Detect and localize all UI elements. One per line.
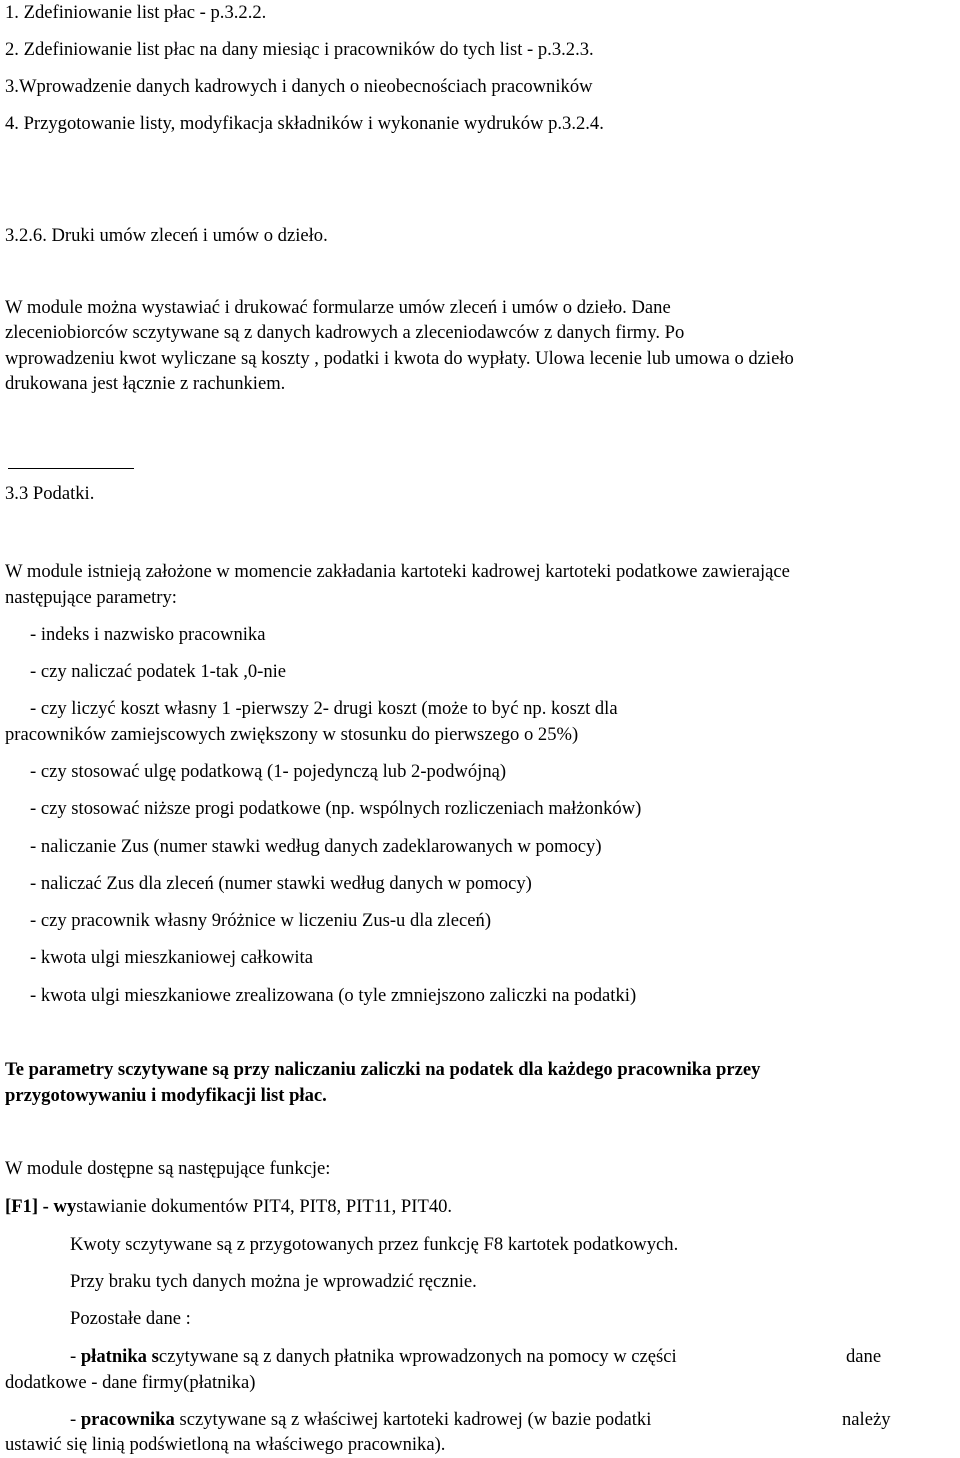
separator-line bbox=[8, 468, 134, 469]
bold-note-line: przygotowywaniu i modyfikacji list płac. bbox=[5, 1085, 327, 1106]
pracownik-line-tail: należy bbox=[842, 1409, 891, 1430]
function-f1 bbox=[5, 1196, 452, 1218]
toc-item-3: 3.Wprowadzenie danych kadrowych i danych o nieobecnościach pracowników bbox=[5, 76, 593, 97]
function-f1-key: [F1] - wy bbox=[5, 1196, 77, 1217]
f1-detail-line: Przy braku tych danych można je wprowadzić ręcznie. bbox=[70, 1271, 477, 1292]
param-item: - czy liczyć koszt własny 1 -pierwszy 2- drugi koszt (może to być np. koszt dla bbox=[30, 698, 618, 719]
section-33-intro-line: następujące parametry: bbox=[5, 587, 177, 608]
platnik-line: - płatnika sczytywane są z danych płatnika wprowadzonych na pomocy w części bbox=[70, 1346, 677, 1367]
section-326-text-line: zleceniobiorców sczytywane są z danych kadrowych a zleceniodawców z danych firmy. Po bbox=[5, 322, 685, 343]
platnik-line-continuation: dodatkowe - dane firmy(płatnika) bbox=[5, 1372, 256, 1393]
section-326-text-line: drukowana jest łącznie z rachunkiem. bbox=[5, 373, 286, 394]
functions-intro: W module dostępne są następujące funkcje: bbox=[5, 1158, 331, 1179]
section-heading-326: 3.2.6. Druki umów zleceń i umów o dzieło. bbox=[5, 225, 328, 246]
param-item: - naliczać Zus dla zleceń (numer stawki według danych w pomocy) bbox=[30, 873, 532, 894]
section-326-text-line: W module można wystawiać i drukować formularze umów zleceń i umów o dzieło. Dane bbox=[5, 297, 671, 318]
param-item: - czy stosować niższe progi podatkowe (np. wspólnych rozliczeniach małżonków) bbox=[30, 798, 642, 819]
f1-detail-line: Kwoty sczytywane są z przygotowanych przez funkcję F8 kartotek podatkowych. bbox=[70, 1234, 679, 1255]
param-item: - czy pracownik własny 9różnice w liczeniu Zus-u dla zleceń) bbox=[30, 910, 492, 931]
f1-detail-line: Pozostałe dane : bbox=[70, 1308, 191, 1329]
section-33-intro-line: W module istnieją założone w momencie zakładania kartoteki kadrowej kartoteki podatkowe zawierające bbox=[5, 561, 790, 582]
pracownik-line: - pracownika sczytywane są z właściwej kartoteki kadrowej (w bazie podatki bbox=[70, 1409, 652, 1430]
function-f1-desc: stawianie dokumentów PIT4, PIT8, PIT11, PIT40. bbox=[76, 1196, 453, 1217]
param-item-continuation: pracowników zamiejscowych zwiększony w stosunku do pierwszego o 25%) bbox=[5, 724, 579, 745]
pracownik-line-continuation: ustawić się linią podświetloną na właściwego pracownika). bbox=[5, 1434, 446, 1455]
section-326-text-line: wprowadzeniu kwot wyliczane są koszty , podatki i kwota do wypłaty. Ulowa lecenie lub umowa o dzieło bbox=[5, 348, 794, 369]
param-item: - kwota ulgi mieszkaniowej całkowita bbox=[30, 947, 313, 968]
param-item: - naliczanie Zus (numer stawki według danych zadeklarowanych w pomocy) bbox=[30, 836, 602, 857]
param-item: - czy naliczać podatek 1-tak ,0-nie bbox=[30, 661, 287, 682]
param-item: - indeks i nazwisko pracownika bbox=[30, 624, 266, 645]
bold-note-line: Te parametry sczytywane są przy naliczaniu zaliczki na podatek dla każdego pracownika przey bbox=[5, 1059, 761, 1080]
section-heading-33: 3.3 Podatki. bbox=[5, 483, 95, 504]
toc-item-4: 4. Przygotowanie listy, modyfikacja składników i wykonanie wydruków p.3.2.4. bbox=[5, 113, 604, 134]
platnik-line-tail: dane bbox=[846, 1346, 882, 1367]
toc-item-1: 1. Zdefiniowanie list płac - p.3.2.2. bbox=[5, 2, 267, 23]
param-item: - czy stosować ulgę podatkową (1- pojedynczą lub 2-podwójną) bbox=[30, 761, 507, 782]
toc-item-2: 2. Zdefiniowanie list płac na dany miesiąc i pracowników do tych list - p.3.2.3. bbox=[5, 39, 594, 60]
param-item: - kwota ulgi mieszkaniowe zrealizowana (o tyle zmniejszono zaliczki na podatki) bbox=[30, 985, 637, 1006]
